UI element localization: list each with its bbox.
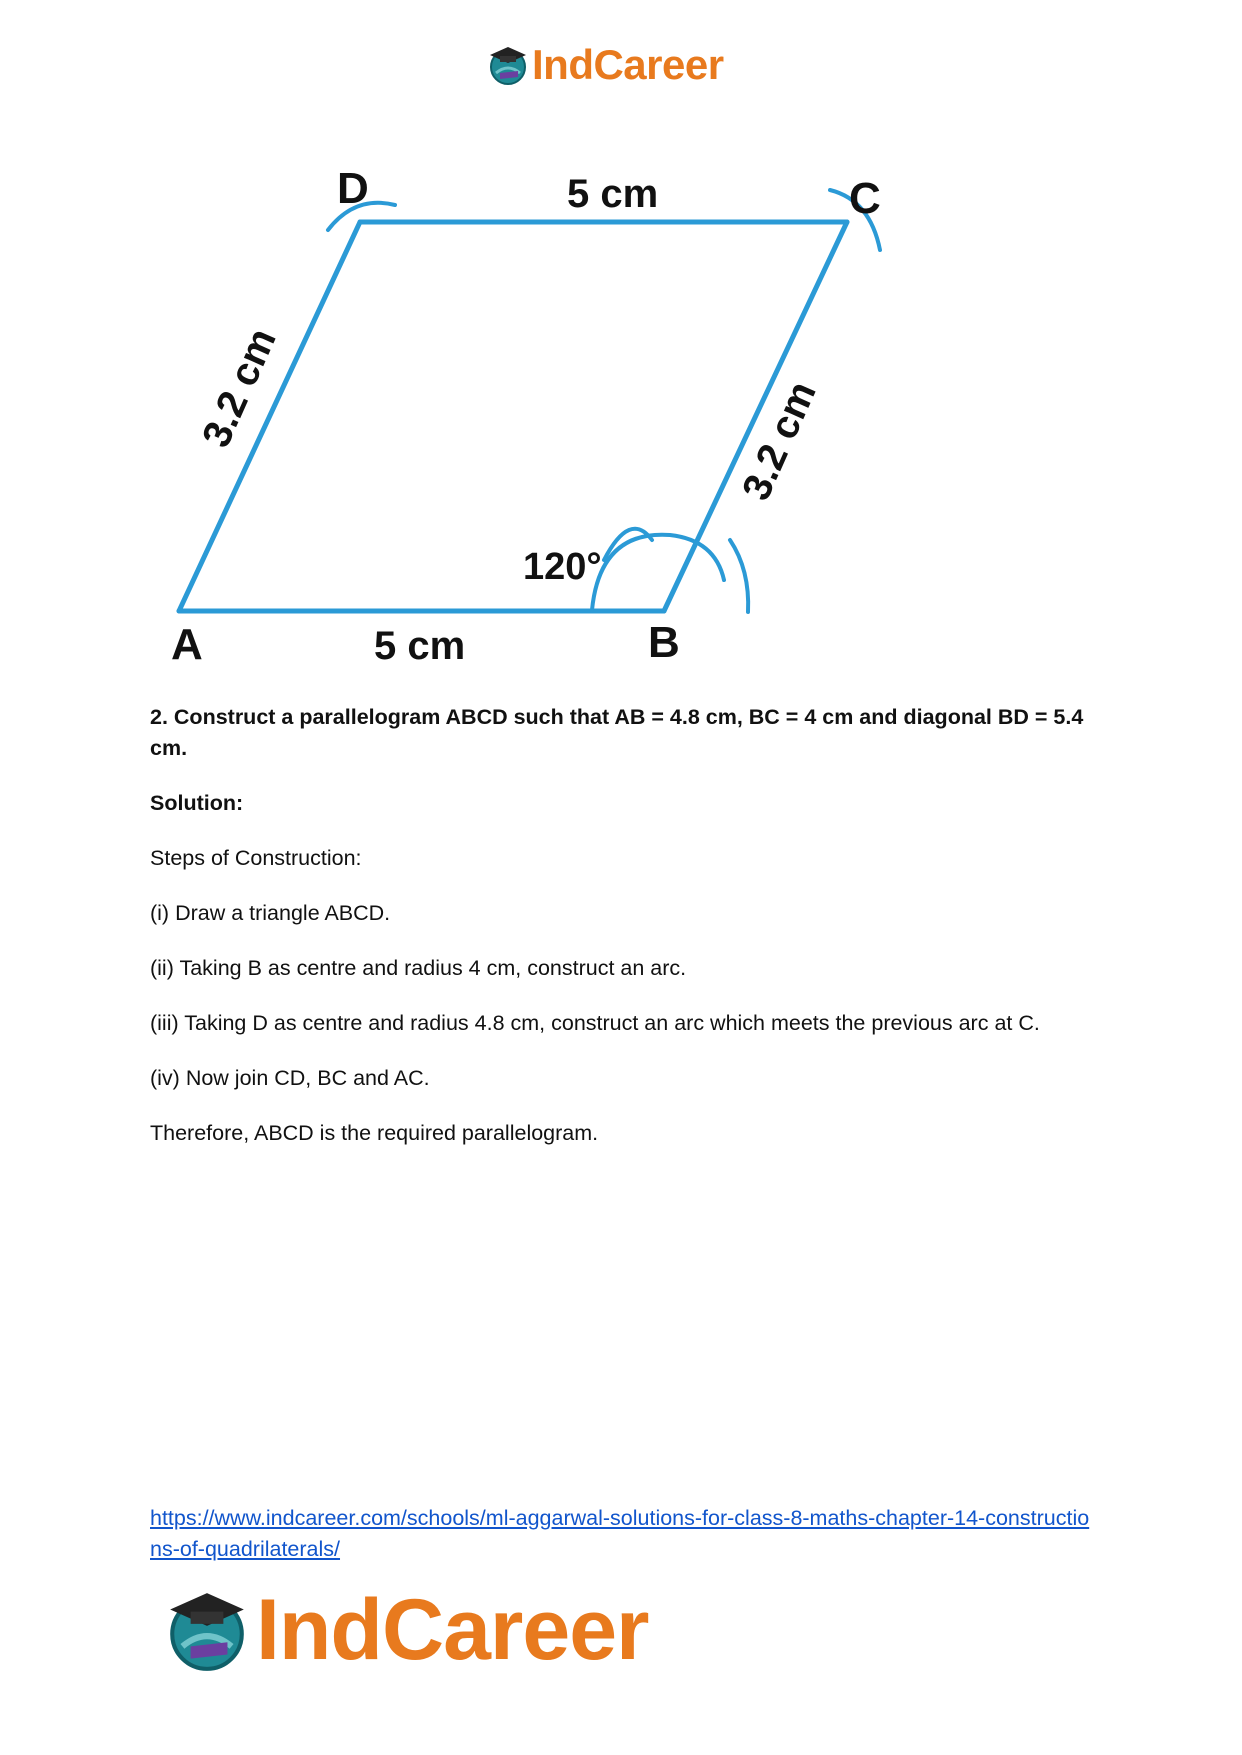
graduation-globe-icon	[162, 1585, 252, 1675]
footer-logo	[162, 1580, 649, 1680]
side-bc-line	[664, 222, 847, 611]
step-item: (i) Draw a triangle ABCD.	[150, 901, 391, 925]
header-logo	[486, 40, 724, 90]
side-bc-label: 3.2 cm	[734, 374, 825, 507]
solution-content	[150, 702, 1100, 1173]
vertex-d-label: D	[337, 164, 369, 213]
footer-logo-text: IndCareer	[256, 1581, 649, 1678]
side-dc-label: 5 cm	[567, 172, 659, 216]
graduation-globe-icon	[486, 43, 530, 87]
vertex-c-label: C	[849, 174, 881, 223]
question-text: 2. Construct a parallelogram ABCD such that AB = 4.8 cm, BC = 4 cm and diagonal BD = 5.4 cm.	[150, 705, 1084, 760]
parallelogram-diagram	[150, 150, 910, 680]
arc-through-c-2	[730, 540, 748, 612]
header-logo-text: IndCareer	[532, 41, 724, 88]
vertex-a-label: A	[171, 620, 203, 669]
angle-b-label: 120°	[523, 546, 602, 588]
step-item: (iv) Now join CD, BC and AC.	[150, 1066, 430, 1090]
steps-heading: Steps of Construction:	[150, 846, 362, 870]
conclusion-text: Therefore, ABCD is the required parallelogram.	[150, 1121, 599, 1145]
step-item: (ii) Taking B as centre and radius 4 cm, construct an arc.	[150, 956, 687, 980]
step-item: (iii) Taking D as centre and radius 4.8 cm, construct an arc which meets the previous arc at C.	[150, 1011, 1040, 1035]
side-ad-label: 3.2 cm	[194, 321, 285, 454]
side-ab-label: 5 cm	[374, 624, 466, 668]
vertex-b-label: B	[648, 618, 680, 667]
solution-label: Solution:	[150, 791, 244, 815]
source-link[interactable]: https://www.indcareer.com/schools/ml-aggarwal-solutions-for-class-8-maths-chapter-14-constructions-of-quadrilaterals/	[150, 1506, 1090, 1561]
